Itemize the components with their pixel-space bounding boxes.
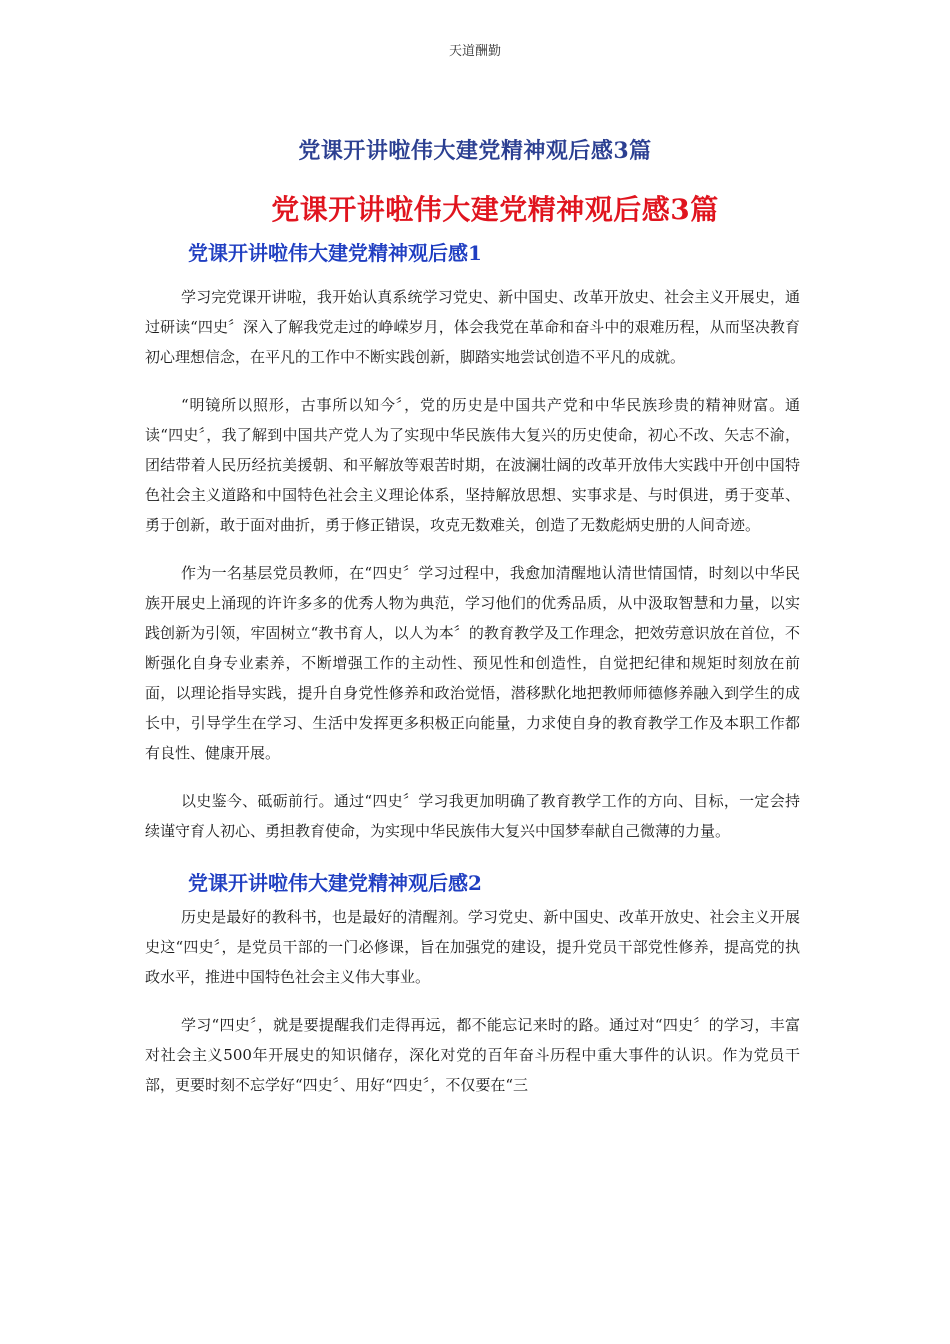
paragraph: 学习“四史〞，就是要提醒我们走得再远，都不能忘记来时的路。通过对“四史〞的学习，丰富对社会主义500年开展史的知识储存，深化对党的百年奋斗历程中重大事件的认识。作为党员干部，更要时刻不忘学好“四史〞、用好“四史〞，不仅要在“三 xyxy=(145,1016,800,1094)
section-heading: 党课开讲啦伟大建党精神观后感1 xyxy=(188,241,482,265)
paragraph: 学习完党课开讲啦，我开始认真系统学习党史、新中国史、改革开放史、社会主义开展史，通过研读“四史〞深入了解我党走过的峥嵘岁月，体会我党在革命和奋斗中的艰难历程，从而坚决教育初心理想信念，在平凡的工作中不断实践创新，脚踏实地尝试创造不平凡的成就。 xyxy=(145,288,800,366)
document-title: 党课开讲啦伟大建党精神观后感3篇 xyxy=(298,138,652,164)
paragraph: “明镜所以照形，古事所以知今〞，党的历史是中国共产党和中华民族珍贵的精神财富。通读“四史〞，我了解到中国共产党人为了实现中华民族伟大复兴的历史使命，初心不改、矢志不渝，团结带着人民历经抗美援朝、和平解放等艰苦时期，在波澜壮阔的改革开放伟大实践中开创中国特色社会主义道路和中国特色社会主义理论体系，坚持解放思想、实事求是、与时俱进，勇于变革、勇于创新，敢于面对曲折，勇于修正错误，攻克无数难关，创造了无数彪炳史册的人间奇迹。 xyxy=(145,396,800,534)
main-title: 党课开讲啦伟大建党精神观后感3篇 xyxy=(271,193,719,226)
document-body xyxy=(145,240,800,1118)
section-2 xyxy=(145,870,800,1100)
section-heading: 党课开讲啦伟大建党精神观后感2 xyxy=(188,871,482,895)
paragraph: 历史是最好的教科书，也是最好的清醒剂。学习党史、新中国史、改革开放史、社会主义开展史这“四史〞，是党员干部的一门必修课，旨在加强党的建设，提升党员干部党性修养，提高党的执政水平，推进中国特色社会主义伟大事业。 xyxy=(145,908,800,986)
paragraph: 作为一名基层党员教师，在“四史〞学习过程中，我愈加清醒地认清世情国情，时刻以中华民族开展史上涌现的许许多多的优秀人物为典范，学习他们的优秀品质，从中汲取智慧和力量，以实践创新为引领，牢固树立“教书育人，以人为本〞的教育教学及工作理念，把效劳意识放在首位，不断强化自身专业素养，不断增强工作的主动性、预见性和创造性，自觉把纪律和规矩时刻放在前面，以理论指导实践，提升自身党性修养和政治觉悟，潜移默化地把教师师德修养融入到学生的成长中，引导学生在学习、生活中发挥更多积极正向能量，力求使自身的教育教学工作及本职工作都有良性、健康开展。 xyxy=(145,564,800,762)
paragraph: 以史鉴今、砥砺前行。通过“四史〞学习我更加明确了教育教学工作的方向、目标，一定会持续谨守育人初心、勇担教育使命，为实现中华民族伟大复兴中国梦奉献自己微薄的力量。 xyxy=(145,792,800,840)
page-header: 天道酬勤 xyxy=(448,44,501,59)
section-1 xyxy=(145,240,800,846)
